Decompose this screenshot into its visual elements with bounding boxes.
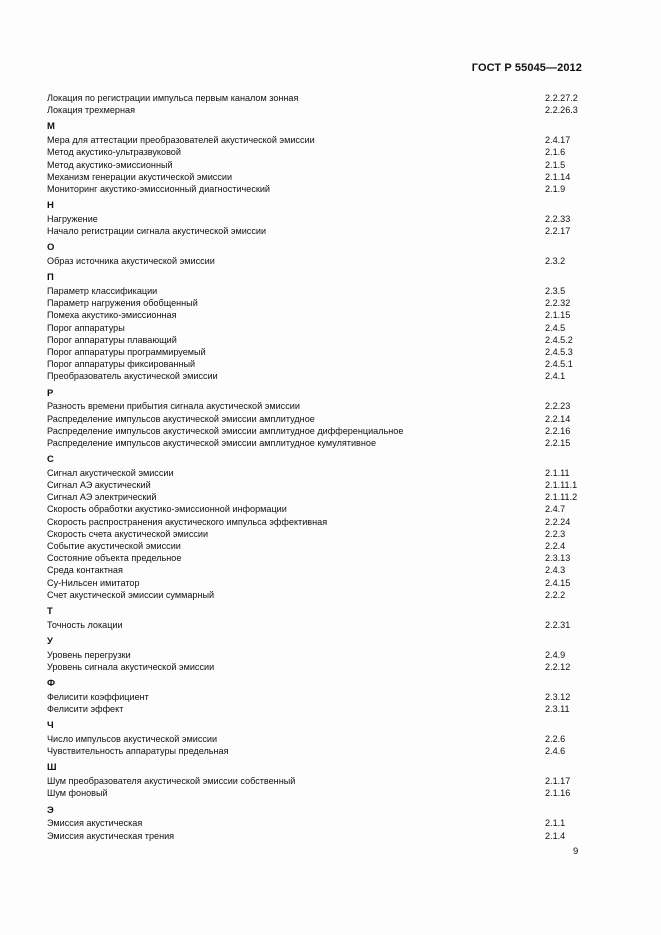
index-clause-ref: 2.4.15 (545, 577, 571, 588)
index-term: Уровень сигнала акустической эмиссии (47, 661, 215, 672)
index-entry (47, 649, 589, 661)
index-clause-ref: 2.2.17 (545, 226, 571, 237)
index-letter-heading: Ч (47, 720, 54, 732)
index-term: Фелисити коэффициент (47, 691, 149, 702)
index-entry (47, 297, 589, 309)
index-entry (47, 370, 589, 382)
index-term: Эмиссия акустическая трения (47, 830, 175, 841)
index-entry (47, 309, 589, 321)
index-entry (47, 691, 589, 703)
index-clause-ref: 2.2.6 (545, 734, 566, 745)
index-clause-ref: 2.1.9 (545, 183, 566, 194)
index-term: Шум преобразователя акустической эмиссии собственный (47, 776, 296, 787)
index-clause-ref: 2.4.17 (545, 135, 571, 146)
index-clause-ref: 2.3.5 (545, 286, 566, 297)
index-clause-ref: 2.2.32 (545, 298, 571, 309)
index-clause-ref: 2.4.6 (545, 746, 566, 757)
index-term: Распределение импульсов акустической эмиссии амплитудное кумулятивное (47, 437, 377, 448)
index-clause-ref: 2.1.14 (545, 171, 571, 182)
index-term: Локация трехмерная (47, 105, 135, 116)
index-term: Механизм генерации акустической эмиссии (47, 171, 233, 182)
index-clause-ref: 2.2.16 (545, 425, 571, 436)
index-term: Помеха акустико-эмиссионная (47, 310, 177, 321)
index-entry (47, 213, 589, 225)
index-entry (47, 830, 589, 842)
index-term: Разность времени прибытия сигнала акустической эмиссии (47, 401, 300, 412)
index-clause-ref: 2.4.1 (545, 371, 566, 382)
index-clause-ref: 2.1.16 (545, 788, 571, 799)
index-term: Скорость распространения акустического импульса эффективная (47, 516, 328, 527)
index-term: Порог аппаратуры программируемый (47, 347, 206, 357)
index-clause-ref: 2.2.26.3 (545, 105, 578, 116)
index-clause-ref: 2.2.12 (545, 661, 571, 672)
index-clause-ref: 2.4.5.2 (545, 334, 573, 345)
index-term: Порог аппаратуры плавающий (47, 334, 177, 345)
index-entry (47, 437, 589, 449)
index-entry (47, 467, 589, 479)
index-term: Мониторинг акустико-эмиссионный диагностический (47, 183, 271, 194)
index-clause-ref: 2.2.23 (545, 401, 571, 412)
index-clause-ref: 2.1.11.2 (545, 492, 578, 503)
index-letter-heading: Р (47, 387, 54, 399)
index-entry (47, 552, 589, 564)
index-term: Чувствительность аппаратуры предельная (47, 746, 229, 757)
index-term: Среда контактная (47, 565, 123, 576)
index-clause-ref: 2.1.11 (545, 467, 570, 478)
index-clause-ref: 2.3.2 (545, 256, 566, 267)
index-clause-ref: 2.4.3 (545, 565, 566, 576)
index-clause-ref: 2.4.5 (545, 322, 566, 333)
index-entry (47, 159, 589, 171)
index-entry (47, 703, 589, 715)
index-clause-ref: 2.1.15 (545, 310, 571, 321)
index-entry (47, 425, 589, 437)
document-header: ГОСТ Р 55045—2012 (471, 62, 582, 74)
index-clause-ref: 2.2.2 (545, 589, 566, 600)
index-entry (47, 528, 589, 540)
index-entry (47, 322, 589, 334)
index-entry (47, 171, 589, 183)
index-term: Распределение импульсов акустической эмиссии амплитудное (47, 413, 315, 424)
index-letter-heading: О (47, 242, 55, 254)
index-term: Параметр классификации (47, 286, 158, 297)
index-entry (47, 817, 589, 829)
index-entry (47, 775, 589, 787)
index-clause-ref: 2.1.1 (545, 818, 566, 829)
index-entry (47, 92, 589, 104)
index-letter-heading: Э (47, 804, 54, 816)
index-entry (47, 334, 589, 346)
index-letter-heading: Н (47, 200, 54, 212)
index-term: Метод акустико-ультразвуковой (47, 147, 181, 158)
index-entry (47, 225, 589, 237)
index-term: Уровень перегрузки (47, 649, 131, 660)
index-clause-ref: 2.2.24 (545, 516, 571, 527)
index-clause-ref: 2.3.11 (545, 704, 570, 715)
index-clause-ref: 2.2.3 (545, 528, 566, 539)
index-clause-ref: 2.4.7 (545, 504, 566, 515)
index-entry (47, 661, 589, 673)
index-entry (47, 589, 589, 601)
index-entry (47, 733, 589, 745)
index-entry (47, 134, 589, 146)
index-term: Счет акустической эмиссии суммарный (47, 589, 215, 600)
index-entry (47, 104, 589, 116)
index-letter-heading: Т (47, 605, 53, 617)
index-clause-ref: 2.2.33 (545, 213, 571, 224)
index-letter-heading: Ф (47, 678, 56, 690)
index-letter-heading: П (47, 272, 54, 284)
index-letter-heading: С (47, 454, 54, 466)
index-entry (47, 577, 589, 589)
index-entry (47, 413, 589, 425)
index-entry (47, 619, 589, 631)
page-number: 9 (573, 846, 579, 857)
index-entry (47, 745, 589, 757)
index-letter-heading: Ш (47, 762, 57, 774)
index-term: Распределение импульсов акустической эмиссии амплитудное дифференциальное (47, 425, 404, 436)
index-clause-ref: 2.3.12 (545, 691, 571, 702)
index-clause-ref: 2.1.4 (545, 830, 566, 841)
index-clause-ref: 2.1.6 (545, 147, 566, 158)
index-entry (47, 146, 589, 158)
index-entry (47, 479, 589, 491)
index-term: Событие акустической эмиссии (47, 541, 181, 552)
index-clause-ref: 2.1.17 (545, 776, 571, 787)
index-clause-ref: 2.4.5.3 (545, 347, 573, 357)
index-entry (47, 516, 589, 528)
index-term: Состояние объекта предельное (47, 553, 182, 564)
index-term: Образ источника акустической эмиссии (47, 256, 215, 267)
index-clause-ref: 2.2.14 (545, 413, 571, 424)
index-term: Порог аппаратуры (47, 322, 125, 333)
index-clause-ref: 2.4.9 (545, 649, 566, 660)
index-term: Параметр нагружения обобщенный (47, 298, 198, 309)
index-term: Сигнал АЭ электрический (47, 492, 157, 503)
index-term: Точность локации (47, 619, 123, 630)
index-term: Шум фоновый (47, 788, 108, 799)
index-term: Фелисити эффект (47, 704, 124, 715)
index-term: Эмиссия акустическая (47, 818, 143, 829)
index-term: Преобразователь акустической эмиссии (47, 371, 218, 382)
index-term: Сигнал акустической эмиссии (47, 467, 174, 478)
index-clause-ref: 2.4.5.1 (545, 359, 573, 370)
index-term: Скорость счета акустической эмиссии (47, 528, 209, 539)
index-letter-heading: М (47, 121, 55, 133)
index-letter-heading: У (47, 635, 53, 647)
index-entry (47, 346, 589, 358)
index-entry (47, 255, 589, 267)
index-term: Метод акустико-эмиссионный (47, 159, 173, 170)
index-term: Локация по регистрации импульса первым каналом зонная (47, 93, 299, 103)
index-term: Скорость обработки акустико-эмиссионной информации (47, 504, 287, 515)
alphabetical-term-index (47, 92, 589, 842)
index-term: Сигнал АЭ акустический (47, 480, 151, 491)
index-term: Мера для аттестации преобразователей акустической эмиссии (47, 135, 315, 146)
index-term: Нагружение (47, 213, 98, 224)
index-entry (47, 787, 589, 799)
index-clause-ref: 2.1.5 (545, 159, 566, 170)
index-clause-ref: 2.3.13 (545, 553, 571, 564)
index-entry (47, 540, 589, 552)
index-clause-ref: 2.2.15 (545, 437, 571, 448)
index-entry (47, 503, 589, 515)
index-entry (47, 358, 589, 370)
index-clause-ref: 2.2.31 (545, 619, 571, 630)
index-entry (47, 491, 589, 503)
index-clause-ref: 2.1.11.1 (545, 480, 578, 491)
index-entry (47, 564, 589, 576)
index-term: Су-Нильсен имитатор (47, 577, 140, 588)
index-term: Начало регистрации сигнала акустической эмиссии (47, 226, 267, 237)
index-entry (47, 183, 589, 195)
index-entry (47, 400, 589, 412)
index-clause-ref: 2.2.4 (545, 541, 566, 552)
index-term: Порог аппаратуры фиксированный (47, 359, 196, 370)
index-clause-ref: 2.2.27.2 (545, 93, 578, 103)
index-entry (47, 285, 589, 297)
index-term: Число импульсов акустической эмиссии (47, 734, 218, 745)
